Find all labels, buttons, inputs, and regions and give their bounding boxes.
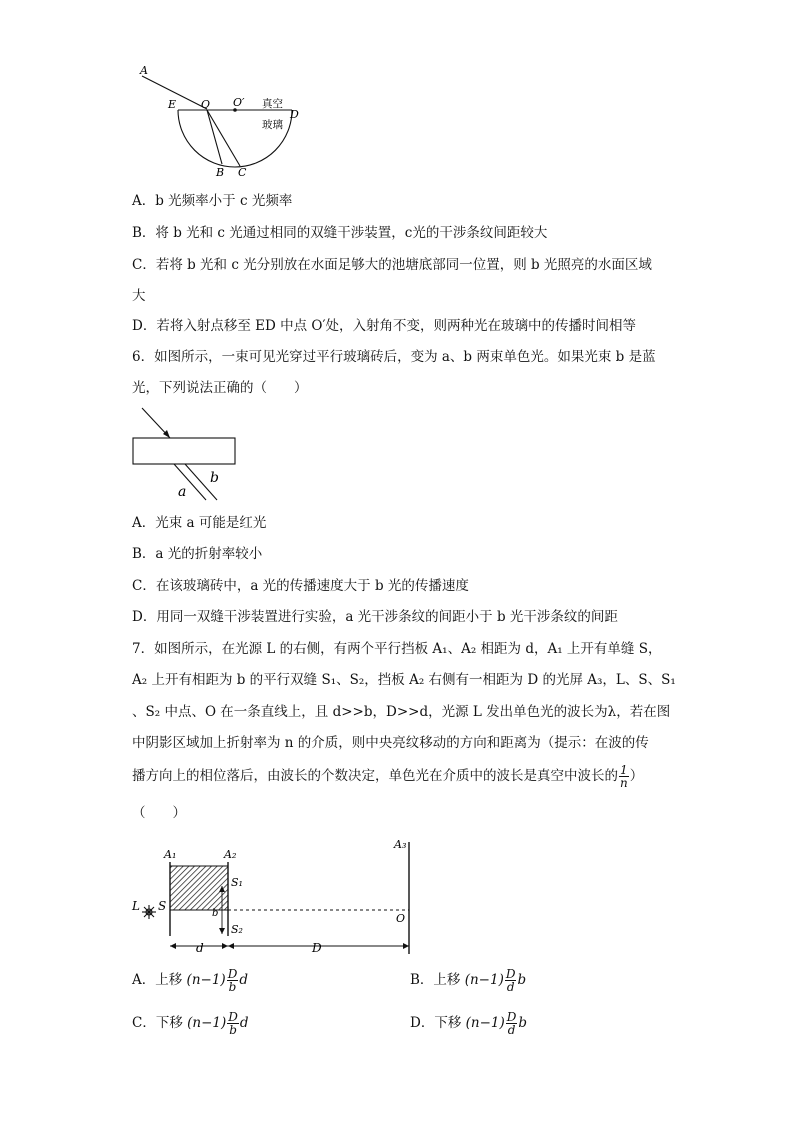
fraction-denominator: b — [229, 1023, 237, 1037]
q5-option-a: A．b 光频率小于 c 光频率 — [132, 193, 293, 209]
q7-stem-line3: 、S₂ 中点、O 在一条直线上，且 d>>b，D>>d，光源 L 发出单色光的波长为λ，若在图 — [132, 704, 671, 720]
label-E: E — [168, 98, 177, 111]
label-a: a — [178, 484, 187, 500]
q6-option-b: B．a 光的折射率较小 — [132, 546, 263, 562]
option-factor: (n−1) — [465, 1015, 505, 1031]
option-factor: (n−1) — [186, 972, 226, 988]
label-B: B — [216, 166, 225, 179]
fraction-denominator: n — [620, 776, 628, 790]
option-tail: b — [517, 972, 527, 988]
fraction-numerator: D — [228, 1010, 238, 1024]
q7-stem-line5-close: ） — [629, 768, 644, 784]
label-A3: A₃ — [394, 838, 407, 851]
ray-b — [207, 110, 222, 164]
label-A1: A₁ — [164, 848, 177, 861]
option-prefix: C．下移 — [132, 1015, 183, 1031]
q7-figure — [128, 836, 418, 958]
fraction-numerator: 1 — [620, 763, 628, 777]
dim-D-arrow-right — [403, 943, 409, 949]
dim-D-arrow-left — [228, 943, 234, 949]
q7-stem-line6: （ ） — [132, 805, 186, 821]
option-factor: (n−1) — [464, 972, 504, 988]
label-D: D — [290, 108, 299, 121]
q7-stem-line2: A₂ 上开有相距为 b 的平行双缝 S₁、S₂，挡板 A₂ 右侧有一相距为 D 的光屏 A₃，L、S、S₁ — [132, 672, 676, 688]
q6-option-d: D．用同一双缝干涉装置进行实验，a 光干涉条纹的间距小于 b 光干涉条纹的间距 — [132, 609, 618, 625]
q7-stem-line4: 中阴影区域加上折射率为 n 的介质，则中央亮纹移动的方向和距离为（提示：在波的传 — [132, 735, 649, 751]
light-source-icon — [142, 905, 156, 919]
option-fraction — [505, 968, 517, 993]
option-fraction — [227, 968, 239, 993]
ray-c — [207, 110, 240, 166]
q6-option-a: A．光束 a 可能是红光 — [132, 515, 267, 531]
fraction-numerator: D — [505, 967, 516, 981]
option-fraction — [506, 1011, 518, 1036]
option-prefix: A．上移 — [132, 972, 183, 988]
glass-slab — [133, 438, 235, 464]
q7-stem-line5 — [132, 764, 643, 789]
label-glass: 玻璃 — [262, 119, 283, 131]
label-O: O — [396, 912, 406, 925]
fraction-denominator: b — [228, 980, 237, 994]
option-fraction — [227, 1011, 239, 1036]
fraction-numerator: D — [227, 967, 238, 981]
q7-option-d — [410, 1011, 527, 1036]
option-tail: d — [239, 1015, 249, 1031]
dim-d-arrow-left — [170, 943, 176, 949]
option-prefix: B．上移 — [410, 972, 461, 988]
q6-option-c: C．在该玻璃砖中，a 光的传播速度大于 b 光的传播速度 — [132, 578, 469, 594]
medium-region — [170, 866, 228, 910]
q5-option-c-line2: 大 — [132, 288, 146, 304]
label-d: d — [196, 941, 204, 955]
label-S: S — [158, 899, 167, 913]
q5-option-c-line1: C．若将 b 光和 c 光分别放在水面足够大的池塘底部同一位置，则 b 光照亮的水面区域 — [132, 257, 652, 273]
q7-stem-line1: 7．如图所示，在光源 L 的右侧，有两个平行挡板 A₁、A₂ 相距为 d，A₁ 上开有单缝 S， — [132, 641, 662, 657]
q5-option-d: D．若将入射点移至 ED 中点 O′处，入射角不变，则两种光在玻璃中的传播时间相等 — [132, 318, 637, 334]
q7-stem-line5-text: 播方向上的相位落后，由波长的个数决定，单色光在介质中的波长是真空中波长的 — [132, 768, 618, 784]
q7-hint-fraction — [619, 764, 629, 789]
fraction-denominator: d — [507, 1023, 516, 1037]
label-D: D — [312, 941, 322, 955]
option-tail: b — [518, 1015, 528, 1031]
q6-figure — [130, 404, 250, 504]
q5-figure — [130, 62, 310, 187]
q6-stem-line2: 光，下列说法正确的（ ） — [132, 380, 308, 396]
label-A2: A₂ — [224, 848, 237, 861]
label-A: A — [140, 64, 148, 77]
label-b: b — [212, 908, 219, 919]
slit-arrow-down — [219, 928, 225, 934]
option-tail: d — [239, 972, 248, 988]
label-S1: S₁ — [231, 876, 243, 889]
q6-stem-line1: 6．如图所示，一束可见光穿过平行玻璃砖后，变为 a、b 两束单色光。如果光束 b 是蓝 — [132, 349, 656, 365]
label-L: L — [132, 899, 140, 913]
q7-option-a — [132, 968, 248, 993]
label-vacuum: 真空 — [262, 98, 283, 110]
option-prefix: D．下移 — [410, 1015, 462, 1031]
label-O: O — [201, 98, 211, 111]
q5-option-b: B．将 b 光和 c 光通过相同的双缝干涉装置，c光的干涉条纹间距较大 — [132, 225, 548, 241]
fraction-denominator: d — [506, 980, 515, 994]
label-S2: S₂ — [231, 923, 243, 936]
option-factor: (n−1) — [187, 1015, 227, 1031]
label-O-prime: O′ — [233, 96, 245, 109]
dim-d-arrow-right — [222, 943, 228, 949]
label-C: C — [238, 166, 247, 179]
q7-option-b — [410, 968, 526, 993]
q7-option-c — [132, 1011, 249, 1036]
fraction-numerator: D — [506, 1010, 517, 1024]
label-b: b — [210, 470, 219, 486]
